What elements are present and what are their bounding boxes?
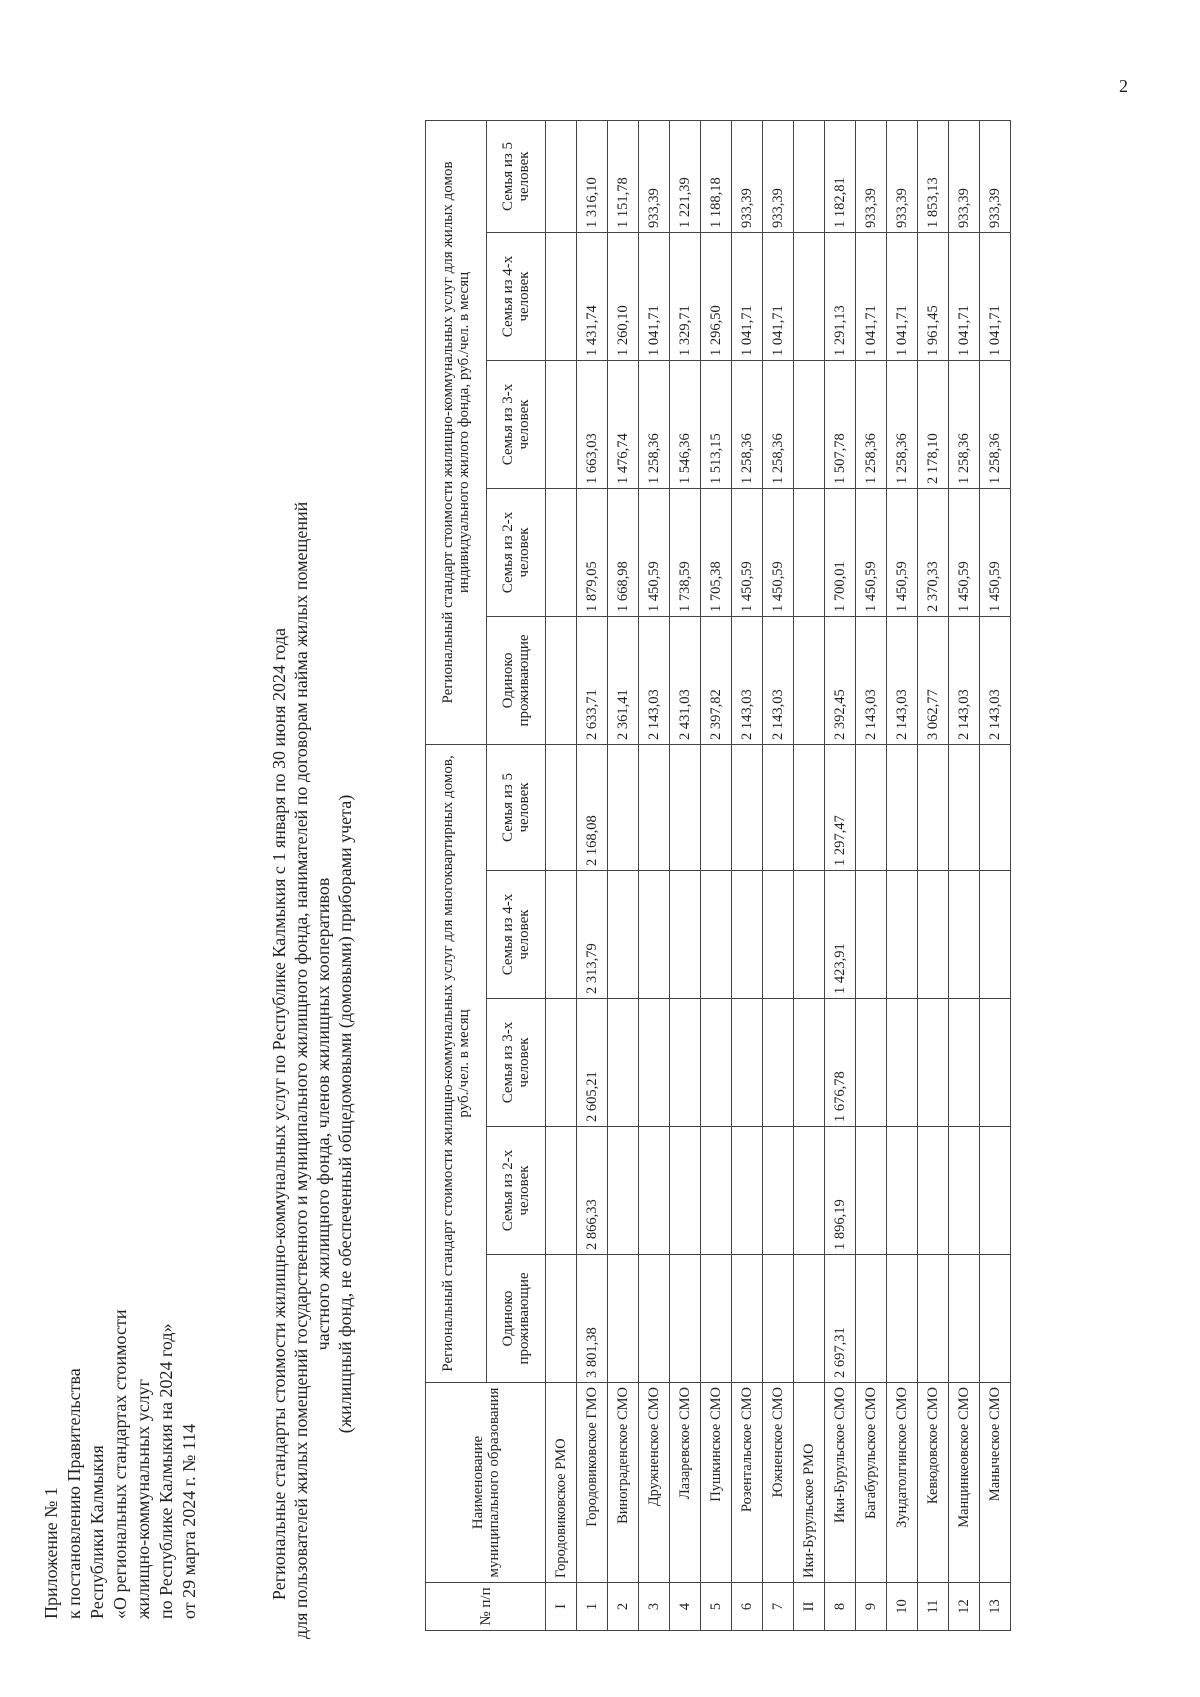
izhs-value-cell — [794, 120, 825, 232]
municipality-name: Маныческое СМО — [980, 1382, 1011, 1582]
mkd-value-cell — [856, 998, 887, 1126]
izhs-value-cell: 1 507,78 — [825, 360, 856, 488]
group-name: Ики-Бурульское РМО — [794, 1382, 825, 1582]
izhs-value-cell: 2 143,03 — [732, 616, 763, 744]
mkd-value-cell — [980, 744, 1011, 870]
municipality-name: Винограденское СМО — [608, 1382, 639, 1582]
izhs-value-cell: 1 738,59 — [670, 488, 701, 616]
mkd-value-cell — [794, 744, 825, 870]
title-line: частного жилищного фонда, членов жилищных кооперативов — [313, 877, 333, 1350]
row-number: 2 — [608, 1582, 639, 1630]
header-group-mkd: Региональный стандарт стоимости жилищно-коммунальных услуг для многоквартирных домов, руб./чел. в месяц — [426, 744, 487, 1382]
mkd-value-cell — [732, 998, 763, 1126]
izhs-value-cell: 1 258,36 — [980, 360, 1011, 488]
izhs-value-cell — [794, 360, 825, 488]
izhs-value-cell: 1 316,10 — [577, 120, 608, 232]
izhs-value-cell — [546, 232, 577, 360]
subheader: Семья из 5 человек — [487, 744, 546, 870]
izhs-value-cell: 2 397,82 — [701, 616, 732, 744]
izhs-value-cell — [794, 232, 825, 360]
izhs-value-cell: 1 258,36 — [763, 360, 794, 488]
izhs-value-cell: 1 296,50 — [701, 232, 732, 360]
mkd-value-cell — [980, 1254, 1011, 1382]
mkd-value-cell: 1 676,78 — [825, 998, 856, 1126]
izhs-value-cell: 1 041,71 — [763, 232, 794, 360]
mkd-value-cell — [887, 1254, 918, 1382]
izhs-value-cell: 1 291,13 — [825, 232, 856, 360]
subheader: Семья из 3-х человек — [487, 998, 546, 1126]
title-line: Региональные стандарты стоимости жилищно-коммунальных услуг по Республике Калмыкия с 1 января по 30 июня 2024 года — [269, 627, 289, 1600]
appendix-line: от 29 марта 2024 г. № 114 — [179, 1423, 199, 1619]
row-number: 7 — [763, 1582, 794, 1630]
row-number: I — [546, 1582, 577, 1630]
izhs-value-cell — [546, 616, 577, 744]
header-group-izhs: Региональный стандарт стоимости жилищно-коммунальных услуг для жилых домов индивидуального жилого фонда, руб./чел. в месяц — [426, 120, 487, 744]
izhs-value-cell: 933,39 — [732, 120, 763, 232]
table-row — [701, 120, 732, 1630]
izhs-value-cell: 1 700,01 — [825, 488, 856, 616]
izhs-value-cell: 1 041,71 — [980, 232, 1011, 360]
mkd-value-cell — [639, 870, 670, 998]
title-line: (жилищный фонд, не обеспеченный общедомовыми (домовыми) приборами учета) — [335, 794, 355, 1433]
mkd-value-cell — [856, 744, 887, 870]
municipality-name: Зундатолгинское СМО — [887, 1382, 918, 1582]
izhs-value-cell — [794, 616, 825, 744]
appendix-line: жилищно-коммунальных услуг — [133, 1378, 153, 1619]
table-row — [825, 120, 856, 1630]
table-row — [980, 120, 1011, 1630]
mkd-value-cell — [794, 1254, 825, 1382]
page-number: 2 — [1119, 76, 1128, 96]
izhs-value-cell — [546, 488, 577, 616]
mkd-value-cell — [856, 870, 887, 998]
mkd-value-cell — [763, 1254, 794, 1382]
mkd-value-cell — [887, 870, 918, 998]
mkd-value-cell — [732, 870, 763, 998]
table-row — [546, 120, 577, 1630]
mkd-value-cell: 2 605,21 — [577, 998, 608, 1126]
mkd-value-cell — [608, 744, 639, 870]
izhs-value-cell: 2 633,71 — [577, 616, 608, 744]
izhs-value-cell: 2 143,03 — [980, 616, 1011, 744]
mkd-value-cell — [608, 998, 639, 1126]
izhs-value-cell: 2 143,03 — [856, 616, 887, 744]
mkd-value-cell — [732, 1126, 763, 1254]
row-number: 11 — [918, 1582, 949, 1630]
mkd-value-cell — [794, 870, 825, 998]
table-row — [763, 120, 794, 1630]
municipality-name: Пушкинское СМО — [701, 1382, 732, 1582]
municipality-name: Манцинкеовское СМО — [949, 1382, 980, 1582]
izhs-value-cell: 1 450,59 — [763, 488, 794, 616]
mkd-value-cell: 3 801,38 — [577, 1254, 608, 1382]
appendix-line: Приложение № 1 — [41, 1486, 61, 1619]
izhs-value-cell: 1 476,74 — [608, 360, 639, 488]
izhs-value-cell: 1 258,36 — [732, 360, 763, 488]
table-row — [918, 120, 949, 1630]
mkd-value-cell — [763, 870, 794, 998]
mkd-value-cell — [670, 1126, 701, 1254]
mkd-value-cell — [794, 1126, 825, 1254]
subheader: Семья из 2-х человек — [487, 1126, 546, 1254]
mkd-value-cell — [949, 998, 980, 1126]
izhs-value-cell: 1 879,05 — [577, 488, 608, 616]
izhs-value-cell: 933,39 — [949, 120, 980, 232]
row-number: 8 — [825, 1582, 856, 1630]
mkd-value-cell — [949, 1254, 980, 1382]
mkd-value-cell — [732, 1254, 763, 1382]
izhs-value-cell: 933,39 — [980, 120, 1011, 232]
document-title — [268, 501, 356, 1639]
mkd-value-cell — [608, 1254, 639, 1382]
mkd-value-cell — [918, 1254, 949, 1382]
municipality-name: Багабурульское СМО — [856, 1382, 887, 1582]
mkd-value-cell: 2 168,08 — [577, 744, 608, 870]
izhs-value-cell: 2 143,03 — [887, 616, 918, 744]
izhs-value-cell: 1 258,36 — [887, 360, 918, 488]
appendix-line: по Республике Калмыкия на 2024 год» — [156, 1322, 176, 1619]
rotated-landscape-page — [30, 39, 1170, 1659]
mkd-value-cell — [856, 1254, 887, 1382]
mkd-value-cell — [639, 744, 670, 870]
izhs-value-cell: 2 431,03 — [670, 616, 701, 744]
izhs-value-cell: 1 221,39 — [670, 120, 701, 232]
table-body — [546, 120, 1011, 1630]
mkd-value-cell — [701, 1126, 732, 1254]
row-number: 13 — [980, 1582, 1011, 1630]
izhs-value-cell: 1 961,45 — [918, 232, 949, 360]
izhs-value-cell — [794, 488, 825, 616]
mkd-value-cell — [639, 1254, 670, 1382]
izhs-value-cell: 1 041,71 — [887, 232, 918, 360]
mkd-value-cell — [639, 998, 670, 1126]
izhs-value-cell: 1 258,36 — [949, 360, 980, 488]
izhs-value-cell — [546, 360, 577, 488]
izhs-value-cell: 1 450,59 — [856, 488, 887, 616]
izhs-value-cell: 3 062,77 — [918, 616, 949, 744]
mkd-value-cell — [949, 744, 980, 870]
subheader: Семья из 5 человек — [487, 120, 546, 232]
mkd-value-cell — [546, 1254, 577, 1382]
title-line: для пользователей жилых помещений государственного и муниципального жилищного фонда, нанимателей по договорам найма жилых помещений — [291, 501, 311, 1639]
table-row — [670, 120, 701, 1630]
izhs-value-cell: 1 151,78 — [608, 120, 639, 232]
izhs-value-cell: 1 513,15 — [701, 360, 732, 488]
izhs-value-cell: 1 450,59 — [887, 488, 918, 616]
mkd-value-cell — [732, 744, 763, 870]
subheader: Семья из 4-х человек — [487, 870, 546, 998]
table-row — [732, 120, 763, 1630]
mkd-value-cell — [608, 1126, 639, 1254]
mkd-value-cell — [949, 1126, 980, 1254]
izhs-value-cell: 2 178,10 — [918, 360, 949, 488]
mkd-value-cell — [763, 1126, 794, 1254]
appendix-block — [40, 1019, 201, 1619]
mkd-value-cell — [980, 998, 1011, 1126]
izhs-value-cell: 1 663,03 — [577, 360, 608, 488]
mkd-value-cell — [918, 998, 949, 1126]
subheader: Семья из 3-х человек — [487, 360, 546, 488]
table-row — [794, 120, 825, 1630]
mkd-value-cell — [546, 1126, 577, 1254]
municipality-name: Дружненское СМО — [639, 1382, 670, 1582]
mkd-value-cell — [639, 1126, 670, 1254]
izhs-value-cell: 1 258,36 — [639, 360, 670, 488]
mkd-value-cell — [546, 998, 577, 1126]
mkd-value-cell — [546, 870, 577, 998]
appendix-line: Республики Калмыкия — [87, 1444, 107, 1619]
mkd-value-cell: 1 297,47 — [825, 744, 856, 870]
row-number: 9 — [856, 1582, 887, 1630]
mkd-value-cell: 1 896,19 — [825, 1126, 856, 1254]
row-number: 12 — [949, 1582, 980, 1630]
mkd-value-cell — [980, 870, 1011, 998]
izhs-value-cell — [546, 120, 577, 232]
subheader: Одиноко проживающие — [487, 616, 546, 744]
mkd-value-cell — [856, 1126, 887, 1254]
mkd-value-cell — [701, 1254, 732, 1382]
mkd-value-cell — [763, 998, 794, 1126]
mkd-value-cell — [980, 1126, 1011, 1254]
izhs-value-cell: 1 853,13 — [918, 120, 949, 232]
mkd-value-cell — [608, 870, 639, 998]
mkd-value-cell: 2 866,33 — [577, 1126, 608, 1254]
izhs-value-cell: 1 188,18 — [701, 120, 732, 232]
mkd-value-cell — [701, 870, 732, 998]
izhs-value-cell: 1 258,36 — [856, 360, 887, 488]
izhs-value-cell: 1 431,74 — [577, 232, 608, 360]
izhs-value-cell: 1 450,59 — [732, 488, 763, 616]
municipality-name: Кевюдовское СМО — [918, 1382, 949, 1582]
municipality-name: Розентальское СМО — [732, 1382, 763, 1582]
izhs-value-cell: 933,39 — [887, 120, 918, 232]
izhs-value-cell: 1 041,71 — [639, 232, 670, 360]
izhs-value-cell: 2 143,03 — [639, 616, 670, 744]
mkd-value-cell — [701, 998, 732, 1126]
row-number: 1 — [577, 1582, 608, 1630]
izhs-value-cell: 2 143,03 — [763, 616, 794, 744]
table-row — [887, 120, 918, 1630]
municipality-name: Южненское СМО — [763, 1382, 794, 1582]
appendix-line: «О региональных стандартах стоимости — [110, 1309, 130, 1619]
subheader: Семья из 2-х человек — [487, 488, 546, 616]
row-number: II — [794, 1582, 825, 1630]
municipality-name: Лазаревское СМО — [670, 1382, 701, 1582]
izhs-value-cell: 1 182,81 — [825, 120, 856, 232]
izhs-value-cell: 2 361,41 — [608, 616, 639, 744]
table-row — [608, 120, 639, 1630]
mkd-value-cell — [949, 870, 980, 998]
mkd-value-cell — [670, 744, 701, 870]
izhs-value-cell: 2 370,33 — [918, 488, 949, 616]
izhs-value-cell: 1 450,59 — [639, 488, 670, 616]
izhs-value-cell: 933,39 — [856, 120, 887, 232]
table-row — [639, 120, 670, 1630]
table-row — [577, 120, 608, 1630]
izhs-value-cell: 1 041,71 — [949, 232, 980, 360]
subheader: Одиноко проживающие — [487, 1254, 546, 1382]
header-num: № п/п — [426, 1582, 546, 1630]
mkd-value-cell — [794, 998, 825, 1126]
izhs-value-cell: 1 450,59 — [949, 488, 980, 616]
row-number: 6 — [732, 1582, 763, 1630]
group-name: Городовиковское РМО — [546, 1382, 577, 1582]
subheader: Семья из 4-х человек — [487, 232, 546, 360]
izhs-value-cell: 1 260,10 — [608, 232, 639, 360]
mkd-value-cell: 1 423,91 — [825, 870, 856, 998]
mkd-value-cell — [763, 744, 794, 870]
mkd-value-cell — [887, 1126, 918, 1254]
izhs-value-cell: 933,39 — [763, 120, 794, 232]
mkd-value-cell — [670, 1254, 701, 1382]
mkd-value-cell: 2 313,79 — [577, 870, 608, 998]
mkd-value-cell — [701, 744, 732, 870]
appendix-line: к постановлению Правительства — [64, 1367, 84, 1619]
municipality-name: Городовиковское ГМО — [577, 1382, 608, 1582]
mkd-value-cell — [918, 1126, 949, 1254]
izhs-value-cell: 1 041,71 — [732, 232, 763, 360]
izhs-value-cell: 1 041,71 — [856, 232, 887, 360]
table-row — [949, 120, 980, 1630]
row-number: 4 — [670, 1582, 701, 1630]
mkd-value-cell — [670, 998, 701, 1126]
mkd-value-cell — [918, 744, 949, 870]
row-number: 5 — [701, 1582, 732, 1630]
row-number: 3 — [639, 1582, 670, 1630]
mkd-value-cell — [918, 870, 949, 998]
mkd-value-cell — [670, 870, 701, 998]
izhs-value-cell: 2 143,03 — [949, 616, 980, 744]
izhs-value-cell: 933,39 — [639, 120, 670, 232]
mkd-value-cell — [887, 744, 918, 870]
izhs-value-cell: 2 392,45 — [825, 616, 856, 744]
izhs-value-cell: 1 329,71 — [670, 232, 701, 360]
mkd-value-cell — [887, 998, 918, 1126]
row-number: 10 — [887, 1582, 918, 1630]
municipality-name: Ики-Бурульское СМО — [825, 1382, 856, 1582]
izhs-value-cell: 1 705,38 — [701, 488, 732, 616]
mkd-value-cell: 2 697,31 — [825, 1254, 856, 1382]
mkd-value-cell — [546, 744, 577, 870]
izhs-value-cell: 1 546,36 — [670, 360, 701, 488]
header-name: Наименование муниципального образования — [426, 1382, 546, 1582]
tariff-table — [425, 119, 1011, 1630]
table-row — [856, 120, 887, 1630]
izhs-value-cell: 1 450,59 — [980, 488, 1011, 616]
izhs-value-cell: 1 668,98 — [608, 488, 639, 616]
